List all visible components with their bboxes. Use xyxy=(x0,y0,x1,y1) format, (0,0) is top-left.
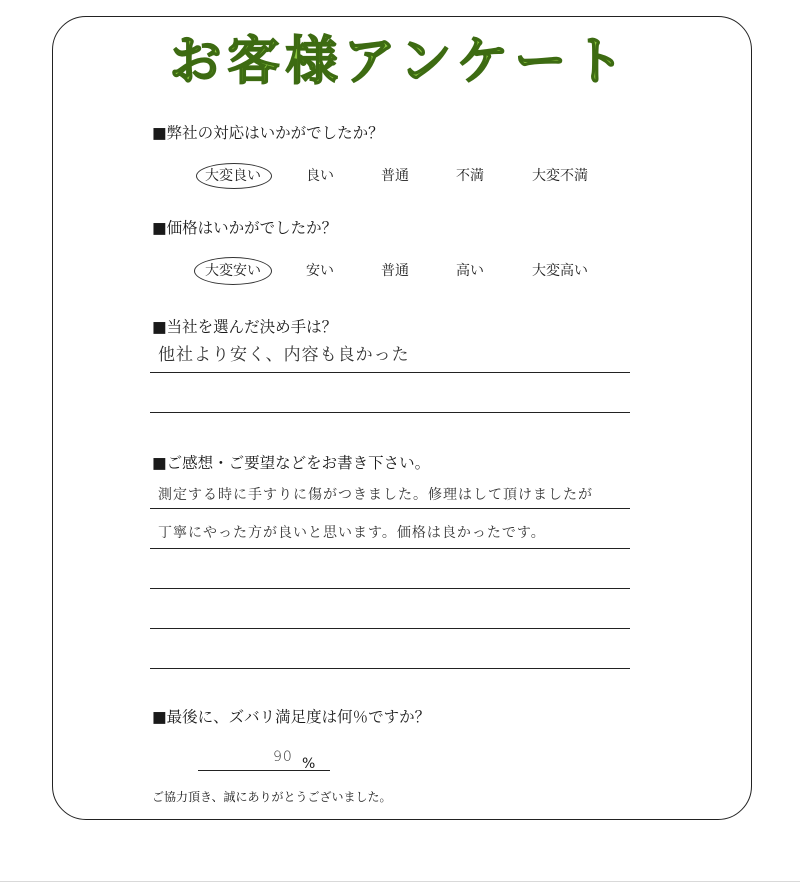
answer-line xyxy=(150,628,630,629)
thank-you-note: ご協力頂き、誠にありがとうございました。 xyxy=(152,790,392,804)
answer-line xyxy=(150,668,630,669)
answer-line xyxy=(150,508,630,509)
scan-edge-line xyxy=(0,881,800,882)
q2-option-expensive: 高い xyxy=(456,263,484,279)
q2-option-cheap: 安い xyxy=(306,263,334,279)
question-2-heading: ■価格はいかがでしたか？ xyxy=(152,219,338,237)
q2-option-very-cheap: 大変安い xyxy=(205,263,261,279)
answer-line xyxy=(150,412,630,413)
answer-line xyxy=(150,372,630,373)
survey-title: お客様アンケート xyxy=(169,32,631,92)
satisfaction-line xyxy=(198,770,330,771)
q2-option-very-expensive: 大変高い xyxy=(532,263,588,279)
question-1-heading: ■弊社の対応はいかがでしたか？ xyxy=(152,124,384,142)
q1-option-very-good: 大変良い xyxy=(205,168,261,184)
satisfaction-value: 90 xyxy=(273,749,293,765)
q3-handwritten-answer: 他社より安く、内容も良かった xyxy=(158,345,410,365)
answer-line xyxy=(150,548,630,549)
question-3-heading: ■当社を選んだ決め手は？ xyxy=(152,318,338,336)
q1-option-good: 良い xyxy=(306,168,334,184)
q1-option-very-dissatisfied: 大変不満 xyxy=(532,168,588,184)
question-4-heading: ■ご感想・ご要望などをお書き下さい。 xyxy=(152,454,431,472)
q1-option-normal: 普通 xyxy=(381,168,409,184)
question-5-heading: ■最後に、ズバリ満足度は何％ですか？ xyxy=(152,708,431,726)
q2-option-normal: 普通 xyxy=(381,263,409,279)
answer-line xyxy=(150,588,630,589)
q4-handwritten-line-1: 測定する時に手すりに傷がつきました。修理はして頂けましたが xyxy=(158,487,593,503)
q1-option-dissatisfied: 不満 xyxy=(456,168,484,184)
q4-handwritten-line-2: 丁寧にやった方が良いと思います。価格は良かったです。 xyxy=(158,525,546,541)
percent-unit: % xyxy=(302,756,316,772)
